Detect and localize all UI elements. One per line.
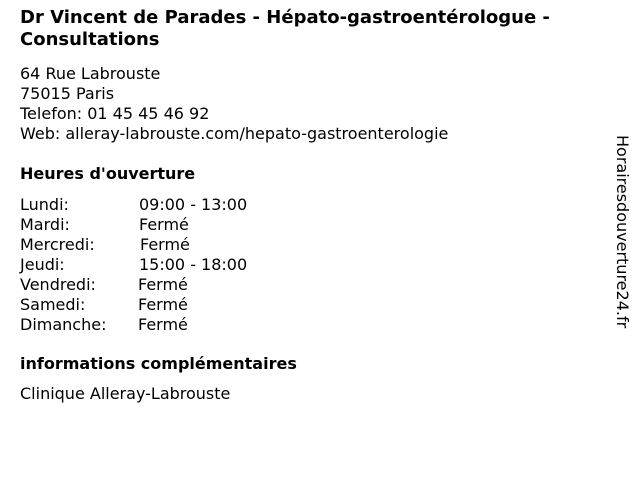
day-label: Dimanche: [20,315,107,334]
day-label: Mardi: [20,215,70,234]
street-address: 64 Rue Labrouste [20,64,161,83]
day-hours: Fermé [140,235,190,254]
day-hours: 09:00 - 13:00 [139,195,248,214]
day-label: Jeudi: [20,255,65,274]
hours-heading: Heures d'ouverture [20,164,196,183]
day-hours: 15:00 - 18:00 [139,255,248,274]
day-label: Samedi: [20,295,86,314]
day-hours: Fermé [138,315,188,334]
info-text: Clinique Alleray-Labrouste [20,384,231,403]
day-label: Vendredi: [20,275,96,294]
address-block [20,64,448,144]
page-title: Dr Vincent de Parades - Hépato-gastroentérologue - Consultations [20,7,550,50]
day-hours: Fermé [139,215,189,234]
day-hours: Fermé [138,275,188,294]
day-label: Lundi: [20,195,69,214]
day-label: Mercredi: [20,235,95,254]
site-watermark: Horairesdouverture24.fr [613,135,632,329]
info-heading: informations complémentaires [20,354,297,373]
city: 75015 Paris [20,84,115,103]
day-hours: Fermé [138,295,188,314]
phone-number: Telefon: 01 45 45 46 92 [20,104,210,123]
website-link[interactable]: Web: alleray-labrouste.com/hepato-gastroenterologie [20,124,449,143]
